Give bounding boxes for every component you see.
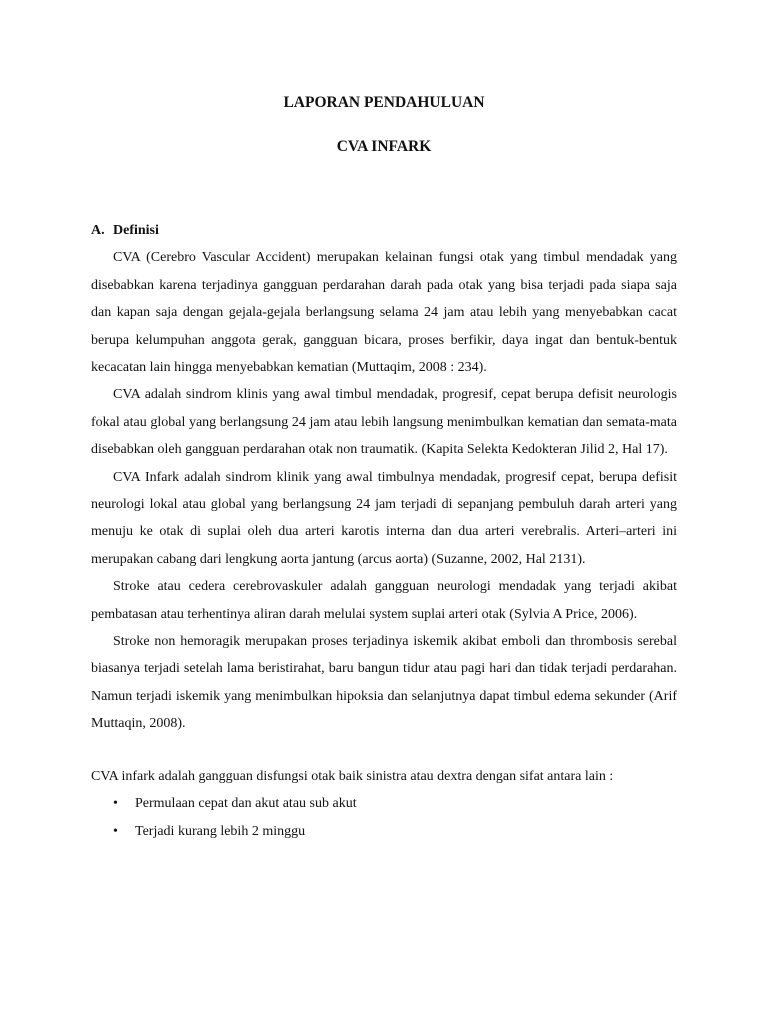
section-number: A. [91, 223, 105, 238]
paragraph-definition-2: CVA adalah sindrom klinis yang awal timbul mendadak, progresif, cepat berupa defisit neurologis fokal atau global yang berlangsung 24 jam atau lebih langsung menimbulkan kematian dan semata-mata disebabkan oleh gangguan perdarahan otak non traumatik. (Kapita Selekta Kedokteran Jilid 2, Hal 17). [91, 387, 677, 458]
section-heading [91, 217, 677, 244]
bullet-icon: • [113, 796, 118, 812]
list-item [91, 818, 677, 845]
intro-line: CVA infark adalah gangguan disfungsi otak baik sinistra atau dextra dengan sifat antara lain : [91, 768, 614, 784]
list-item [91, 790, 677, 817]
bullet-icon: • [113, 823, 118, 839]
bullet-list [91, 790, 677, 845]
document-body [91, 217, 677, 845]
paragraph-definition-3: CVA Infark adalah sindrom klinik yang awal timbulnya mendadak, progresif cepat, berupa defisit neurologi lokal atau global yang berlangsung 24 jam terjadi di sepanjang pembuluh darah arteri yang menuju ke otak di suplai oleh dua arteri karotis interna dan dua arteri verebralis. Arteri–arteri ini merupakan cabang dari lengkung aorta jantung (arcus aorta) (Suzanne, 2002, Hal 2131). [91, 469, 677, 567]
paragraph-definition-4: Stroke atau cedera cerebrovaskuler adalah gangguan neurologi mendadak yang terjadi akibat pembatasan atau terhentinya aliran darah melulai system suplai arteri otak (Sylvia A Price, 2006). [91, 579, 677, 622]
page-subtitle: CVA INFARK [336, 138, 432, 155]
paragraph-definition-5: Stroke non hemoragik merupakan proses terjadinya iskemik akibat emboli dan thrombosis serebal biasanya terjadi setelah lama beristirahat, baru bangun tidur atau pagi hari dan tidak terjadi perdarahan. Namun terjadi iskemik yang menimbulkan hipoksia dan selanjutnya dapat timbul edema sekunder (Arif Muttaqin, 2008). [91, 634, 677, 732]
paragraph-definition-1: CVA (Cerebro Vascular Accident) merupakan kelainan fungsi otak yang timbul mendadak yang disebabkan karena terjadinya gangguan perdarahan darah pada otak yang bisa terjadi pada siapa saja dan kapan saja dengan gejala-gejala berlangsung selama 24 jam atau lebih yang menyebabkan cacat berupa kelumpuhan anggota gerak, gangguan bicara, proses berfikir, daya ingat dan bentuk-bentuk kecacatan lain hingga menyebabkan kematian (Muttaqim, 2008 : 234). [91, 250, 677, 376]
list-item-text: Terjadi kurang lebih 2 minggu [135, 823, 306, 839]
section-title: Definisi [113, 223, 159, 238]
page-title: LAPORAN PENDAHULUAN [283, 94, 485, 111]
list-item-text: Permulaan cepat dan akut atau sub akut [135, 796, 357, 812]
paragraph-gap [91, 738, 677, 763]
